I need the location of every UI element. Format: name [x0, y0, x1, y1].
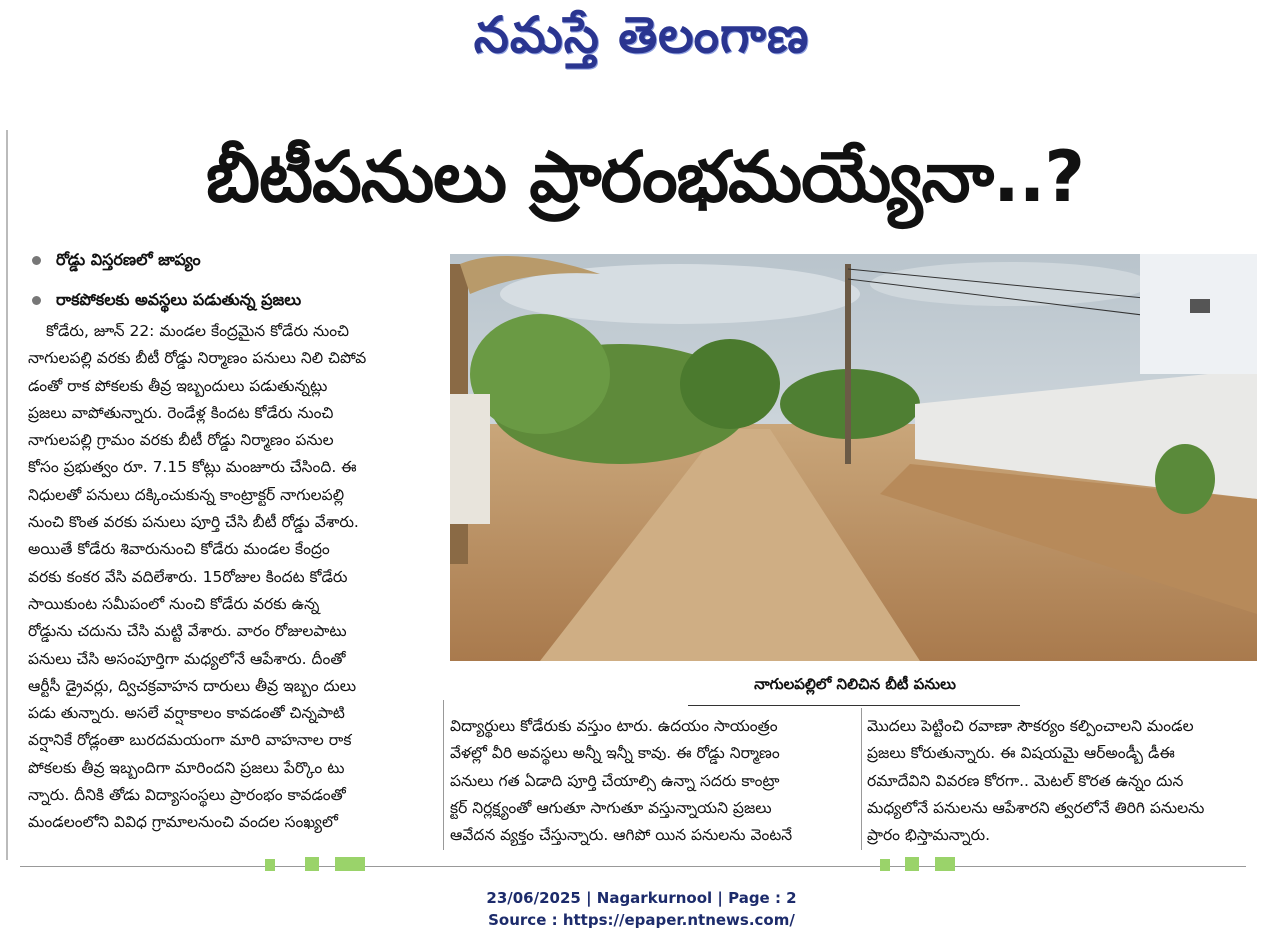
text-line: మధ్యలోనే పనులను ఆపేశారని త్వరలోనే తిరిగి పనులను	[867, 798, 1205, 817]
text-line: డంతో రాక పోకలకు తీవ్ర ఇబ్బందులు పడుతున్నట్లు	[28, 376, 328, 395]
column-divider	[861, 708, 862, 850]
bullet-item	[28, 244, 438, 284]
bullet-dot-icon	[32, 256, 41, 265]
text-line: కోసం ప్రభుత్వం రూ. 7.15 కోట్లు మంజూరు చేసింది. ఈ	[28, 458, 357, 477]
text-line: క్టర్ నిర్లక్ష్యంతో ఆగుతూ సాగుతూ వస్తున్నాయని ప్రజలు	[450, 798, 772, 817]
text-line: నుంచి కొంత వరకు పనులు పూర్తి చేసి బీటీ రోడ్డు వేశారు.	[28, 513, 359, 532]
text-line: నాగులపల్లి గ్రామం వరకు బీటీ రోడ్డు నిర్మాణం పనుల	[28, 431, 334, 450]
text-line: ప్రజలు వాపోతున్నారు. రెండేళ్ల కిందట కోడేరు నుంచి	[28, 403, 334, 422]
text-line: నిధులతో పనులు దక్కించుకున్న కాంట్రాక్టర్ నాగులపల్లి	[28, 485, 345, 504]
text-line: వేళల్లో వీరి అవస్థలు అన్నీ ఇన్నీ కావు. ఈ రోడ్డు నిర్మాణం	[450, 744, 780, 763]
masthead	[0, 6, 1283, 77]
text-line: రోడ్డును చదును చేసి మట్టి వేశారు. వారం రోజులపాటు	[28, 622, 347, 641]
article-column-2	[450, 713, 858, 849]
text-line: వరకు కంకర వేసి వదిలేశారు. 15రోజుల కిందట కోడేరు	[28, 567, 348, 586]
decorative-logo-fragment-left	[260, 857, 380, 871]
text-line: వర్షానికే రోడ్లంతా బురదమయంగా మారి వాహనాల రాక	[28, 731, 352, 750]
article-column-3	[867, 713, 1257, 849]
text-line: కోడేరు, జూన్ 22: మండల కేంద్రమైన కోడేరు నుంచి	[46, 322, 349, 340]
text-line: పనులు గత ఏడాది పూర్తి చేయాల్సి ఉన్నా సదరు కాంట్రా	[450, 771, 780, 790]
bullet-dot-icon	[32, 296, 41, 305]
text-line: రమాదేవిని వివరణ కోరగా.. మెటల్ కొరత ఉన్నం దున	[867, 771, 1184, 790]
text-line: న్నారు. దీనికి తోడు విద్యాసంస్థలు ప్రారంభం కావడంతో	[28, 786, 346, 805]
column-divider	[443, 700, 444, 850]
article-column-1	[28, 318, 438, 837]
road-photo	[450, 254, 1257, 661]
caption-underline	[688, 705, 1020, 706]
text-line: మొదలు పెట్టించి రవాణా సౌకర్యం కల్పించాలని మండల	[867, 717, 1194, 735]
road-photo-illustration	[450, 254, 1257, 661]
decorative-logo-fragment-right	[875, 857, 965, 871]
footer-source-link[interactable]: Source : https://epaper.ntnews.com/	[488, 911, 795, 929]
bullet-list	[28, 244, 438, 324]
headline: బీటీపనులు ప్రారంభమయ్యేనా..?	[206, 136, 1084, 218]
text-line: ఆర్టీసీ డ్రైవర్లు, ద్విచక్రవాహన దారులు తీవ్ర ఇబ్బం దులు	[28, 676, 357, 695]
text-line: అయితే కోడేరు శివారునుంచి కోడేరు మండల కేంద్రం	[28, 540, 330, 559]
footer-edition-line: 23/06/2025 | Nagarkurnool | Page : 2	[486, 889, 797, 907]
bullet-text: రాకపోకలకు అవస్థలు పడుతున్న ప్రజలు	[56, 290, 302, 309]
bullet-text: రోడ్డు విస్తరణలో జాప్యం	[56, 250, 201, 269]
masthead-title: నమస్తే తెలంగాణ	[473, 6, 810, 64]
text-line: పడు తున్నారు. అసలే వర్షాకాలం కావడంతో చిన్నపాటి	[28, 704, 345, 723]
text-line: పోకలకు తీవ్ర ఇబ్బందిగా మారిందని ప్రజలు పేర్కొం టు	[28, 758, 345, 777]
text-line: సాయికుంట సమీపంలో నుంచి కోడేరు వరకు ఉన్న	[28, 594, 320, 613]
photo-caption: నాగులపల్లిలో నిలిచిన బీటీ పనులు	[754, 675, 956, 693]
page-bottom-rule	[20, 866, 1246, 867]
text-line: నాగులపల్లి వరకు బీటీ రోడ్డు నిర్మాణం పనులు నిలి చిపోవ	[28, 349, 367, 368]
text-line: పనులు చేసి అసంపూర్తిగా మధ్యలోనే ఆపేశారు. దీంతో	[28, 649, 346, 668]
text-line: ఆవేదన వ్యక్తం చేస్తున్నారు. ఆగిపో యిన పనులను వెంటనే	[450, 826, 793, 845]
text-line: ప్రజలు కోరుతున్నారు. ఈ విషయమై ఆర్అండ్బీ డీఈ	[867, 744, 1175, 763]
text-line: మండలంలోని వివిధ గ్రామాలనుంచి వందల సంఖ్యలో	[28, 813, 338, 832]
text-line: ప్రారం భిస్తామన్నారు.	[867, 826, 991, 845]
left-margin-rule	[6, 130, 8, 860]
text-line: విద్యార్థులు కోడేరుకు వస్తుం టారు. ఉదయం సాయంత్రం	[450, 717, 778, 735]
